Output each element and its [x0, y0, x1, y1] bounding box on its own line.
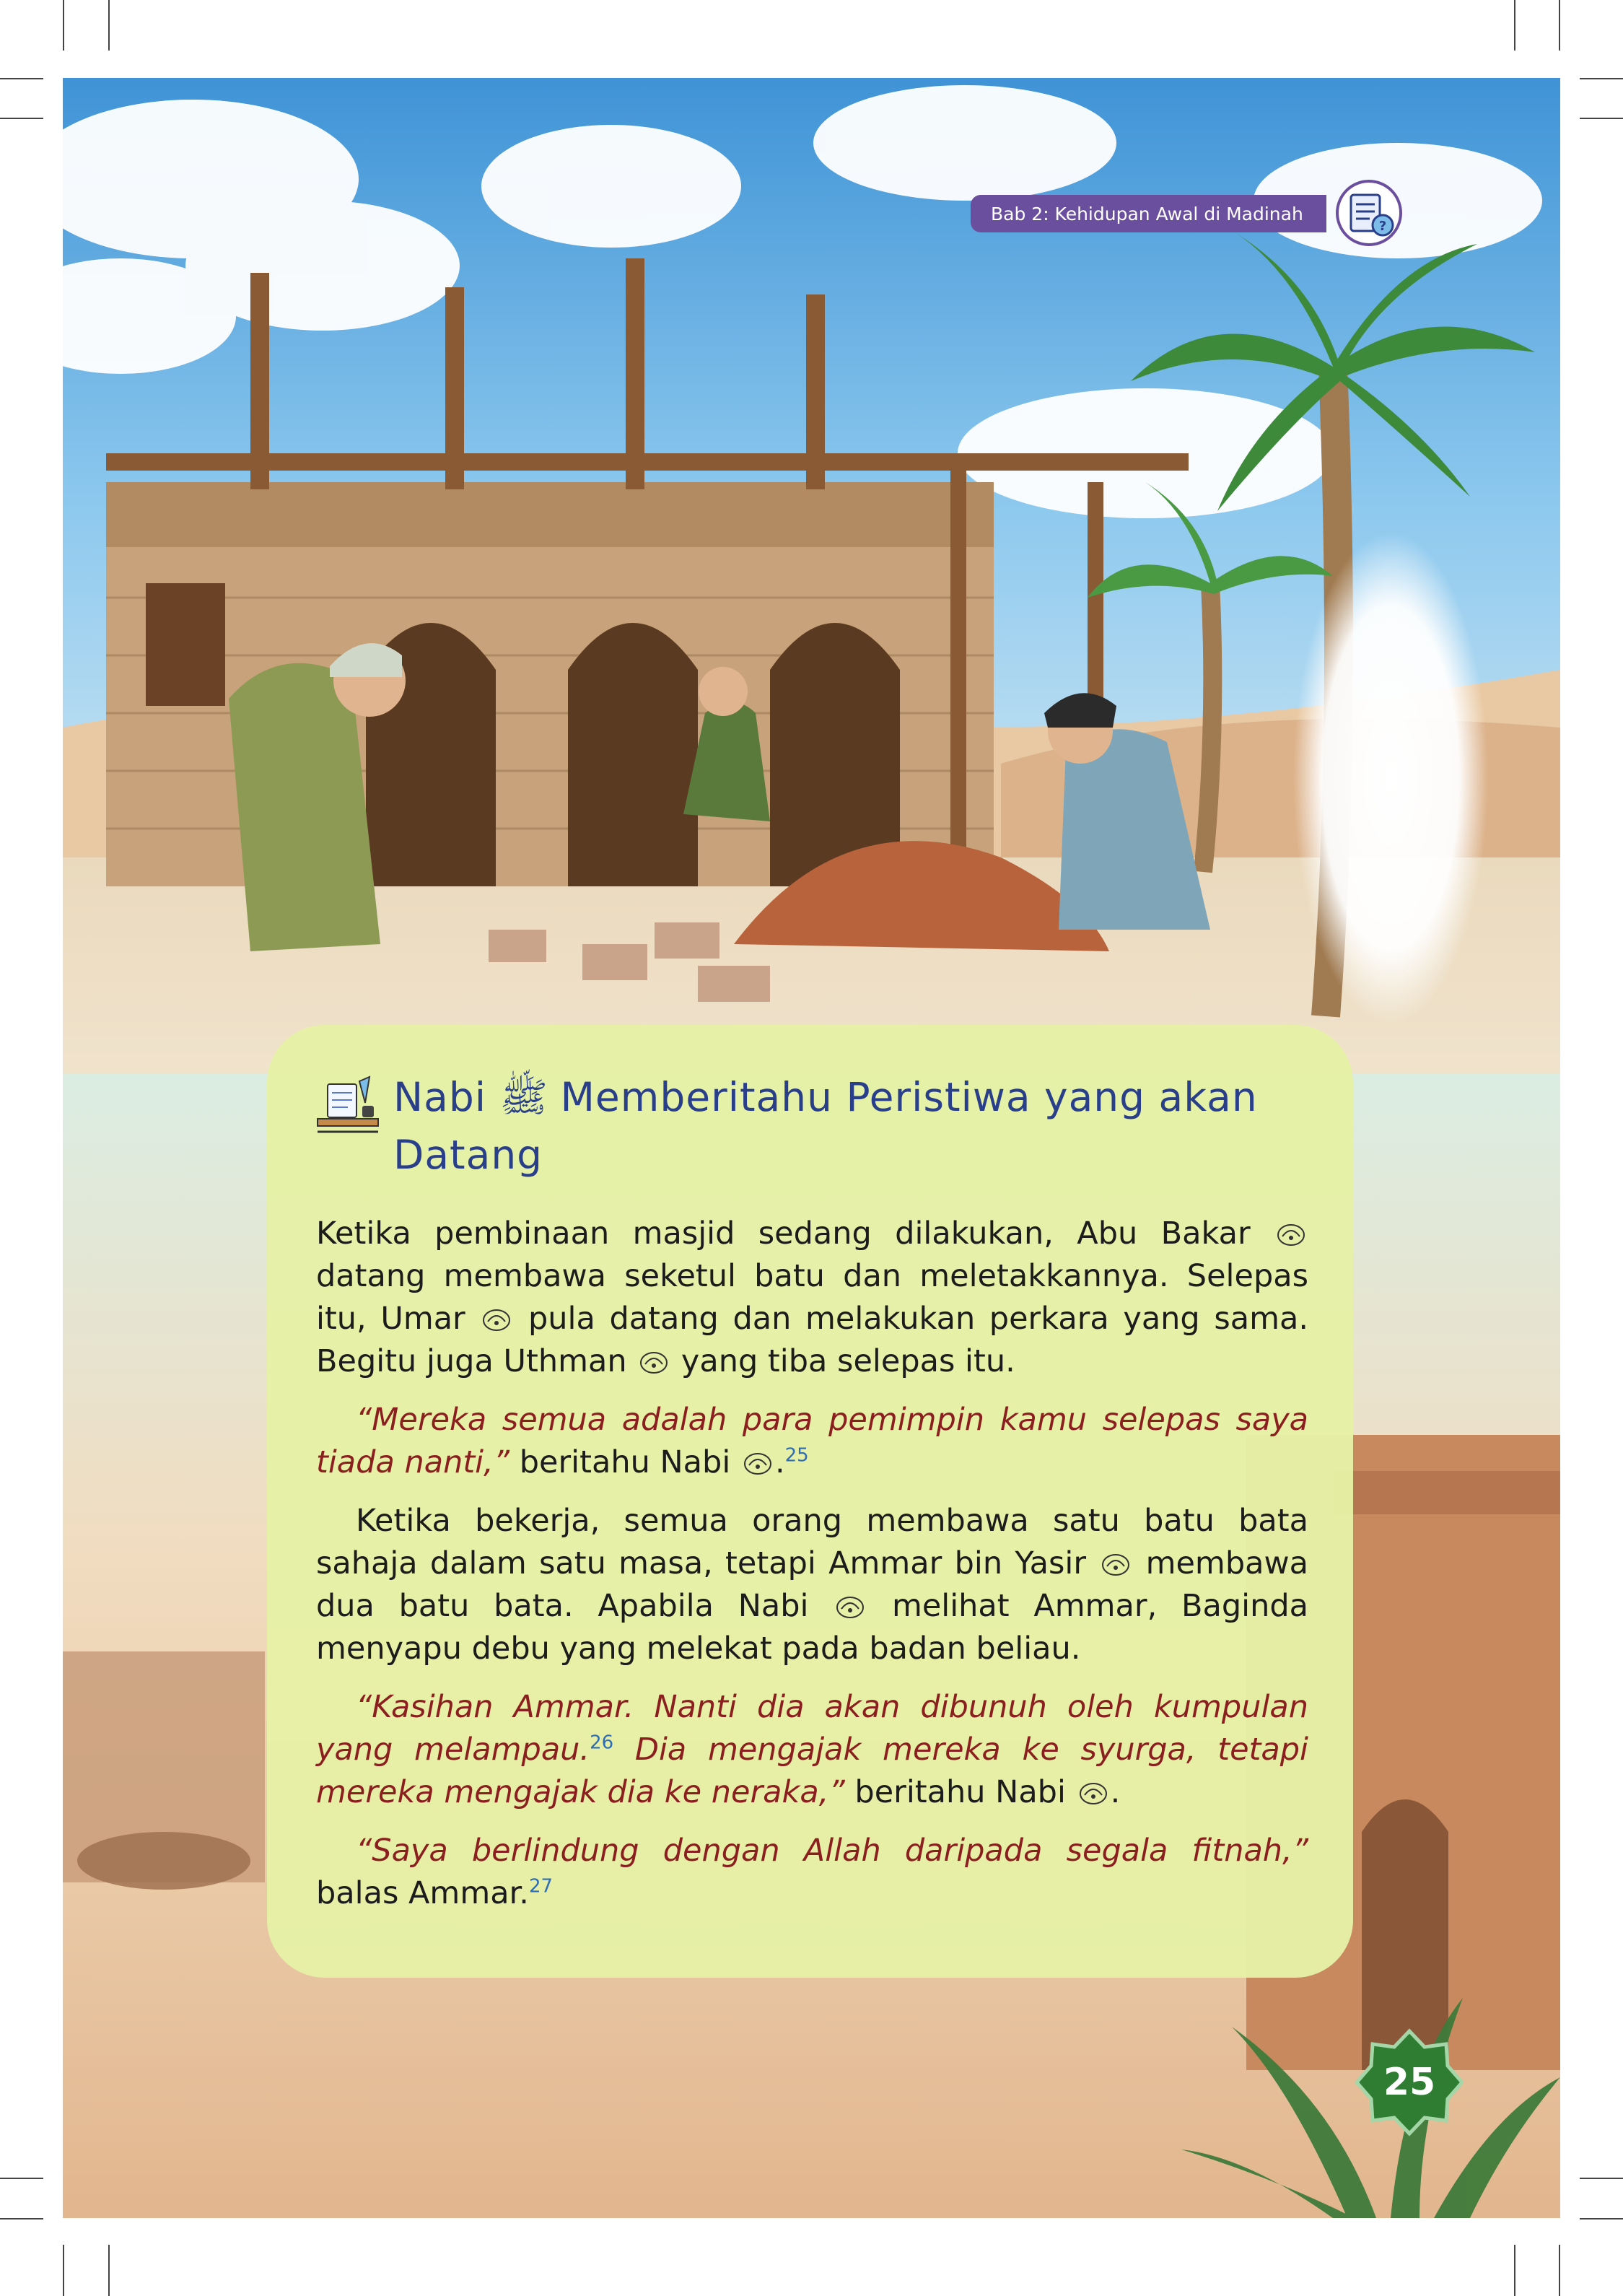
crop-mark	[1580, 118, 1623, 119]
paragraph	[316, 1686, 1308, 1814]
crop-mark	[108, 2245, 110, 2296]
crop-mark	[1559, 0, 1560, 51]
crop-mark	[0, 118, 43, 119]
quote-text: “Kasihan Ammar. Nanti dia akan dibunuh oleh kumpulan yang melampau.	[316, 1689, 1308, 1768]
quote-text: “Saya berlindung dengan Allah daripada segala fitnah,”	[356, 1833, 1308, 1869]
chapter-title: Bab 2: Kehidupan Awal di Madinah	[991, 203, 1303, 224]
crop-mark	[1514, 2245, 1515, 2296]
crop-mark	[0, 78, 43, 79]
chapter-header-tab	[971, 195, 1326, 232]
honorific-glyph-icon	[834, 1592, 866, 1620]
honorific-glyph-icon	[1275, 1219, 1307, 1248]
quote-text: Dia mengajak mereka ke syurga, tetapi mereka mengajak dia ke neraka,”	[316, 1732, 1308, 1810]
text-run: beritahu Nabi	[519, 1444, 731, 1480]
paragraph	[316, 1399, 1308, 1484]
section-title: Nabi ﷺ Memberitahu Peristiwa yang akan Datang	[393, 1074, 1258, 1178]
crop-mark	[63, 2245, 64, 2296]
writing-desk-icon	[312, 1074, 384, 1139]
text-run: .	[1110, 1774, 1121, 1810]
text-run: balas Ammar.	[316, 1875, 529, 1911]
crop-mark	[0, 2218, 43, 2219]
paragraph	[316, 1213, 1308, 1383]
footnote-ref[interactable]: 26	[590, 1732, 614, 1754]
svg-text:?: ?	[1378, 219, 1387, 234]
text-run: datang membawa seketul batu dan meletakkannya. Selepas itu, Umar	[316, 1258, 1308, 1337]
honorific-glyph-icon	[481, 1304, 512, 1333]
body-text	[316, 1213, 1308, 1931]
text-run: melihat Ammar, Baginda menyapu debu yang melekat pada badan beliau.	[316, 1588, 1308, 1667]
footnote-ref[interactable]: 27	[528, 1875, 554, 1898]
text-run: Ketika pembinaan masjid sedang dilakukan, Abu Bakar	[316, 1215, 1251, 1252]
honorific-glyph-icon	[638, 1347, 670, 1376]
crop-mark	[1514, 0, 1515, 51]
footnote-ref[interactable]: 25	[784, 1444, 809, 1467]
text-run: membawa dua batu bata. Apabila Nabi	[316, 1545, 1308, 1624]
text-run: pula datang dan melakukan perkara yang sama. Begitu juga Uthman	[316, 1301, 1308, 1379]
text-run: yang tiba selepas itu.	[681, 1343, 1015, 1379]
paragraph	[316, 1830, 1308, 1915]
paragraph	[316, 1500, 1308, 1670]
page-number-badge	[1355, 2028, 1464, 2136]
crop-mark	[1580, 2178, 1623, 2179]
book-quiz-icon	[1335, 179, 1404, 248]
honorific-glyph-icon	[1077, 1778, 1109, 1807]
text-run: beritahu Nabi	[854, 1774, 1066, 1810]
crop-mark	[1559, 2245, 1560, 2296]
crop-mark	[0, 2178, 43, 2179]
honorific-glyph-icon	[742, 1448, 774, 1477]
crop-mark	[1580, 78, 1623, 79]
crop-mark	[1580, 2218, 1623, 2219]
crop-mark	[108, 0, 110, 51]
text-run: Ketika bekerja, semua orang membawa satu batu bata sahaja dalam satu masa, tetapi Ammar bin Yasir	[316, 1503, 1308, 1581]
quote-text: “Mereka semua adalah para pemimpin kamu selepas saya tiada nanti,”	[316, 1402, 1308, 1480]
honorific-glyph-icon	[1100, 1549, 1132, 1578]
text-run: .	[774, 1444, 785, 1480]
page-number: 25	[1383, 2061, 1436, 2104]
crop-mark	[63, 0, 64, 51]
